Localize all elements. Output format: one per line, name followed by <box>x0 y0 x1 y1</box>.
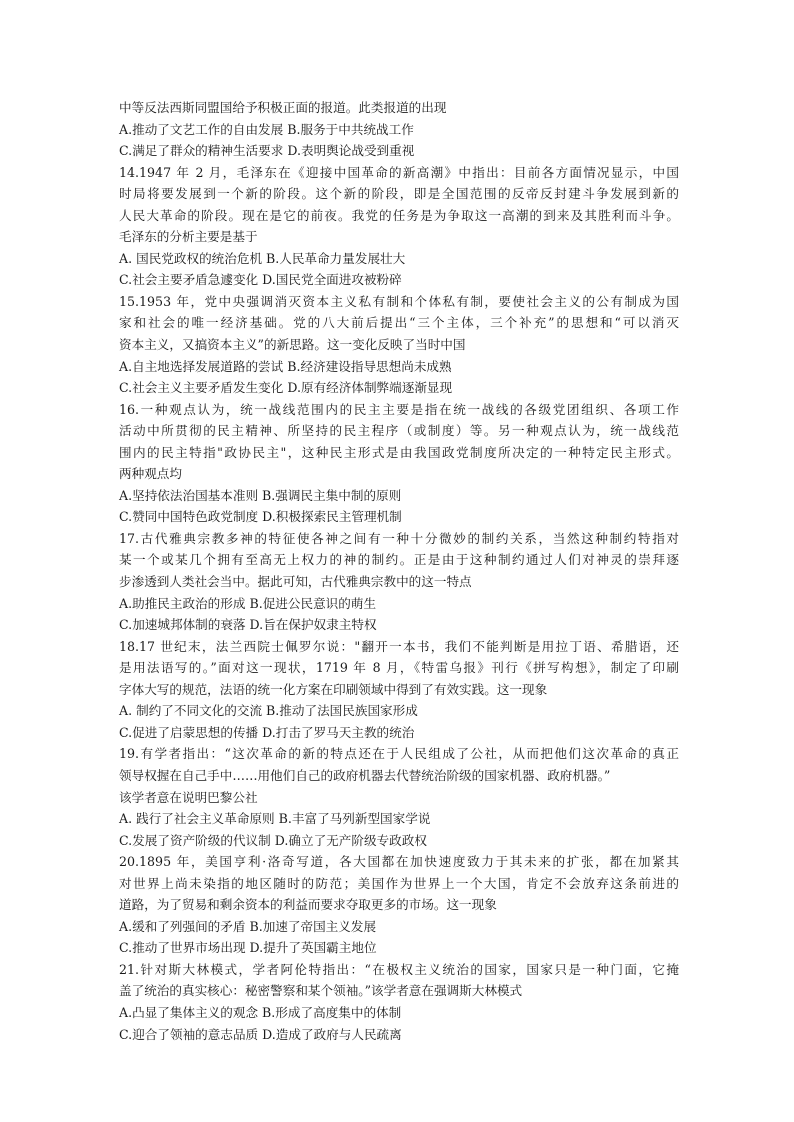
text-line: 字体大写的规范，法语的统一化方案在印刷领域中得到了有效实践。这一现象 <box>119 681 548 697</box>
text-line: 盖了统治的真实核心：秘密警察和某个领袖。”该学者意在强调斯大林模式 <box>119 983 523 999</box>
option-line: A.坚持依法治国基本准则 B.强调民主集中制的原则 <box>119 487 402 503</box>
text-line: 某一个或某几个拥有至高无上权力的神的制约。正是由于这种制约通过人们对神灵的崇拜逐 <box>119 552 679 568</box>
question-16-stem: 16.一种观点认为，统一战线范围内的民主主要是指在统一战线的各级党团组织、各项工作 <box>119 401 679 417</box>
document-body <box>119 97 679 1045</box>
question-19-stem: 19.有学者指出：“这次革命的新的特点还在于人民组成了公社，从而把他们这次革命的真正 <box>119 746 679 762</box>
option-line: C.社会主要矛盾急遽变化 D.国民党全面进攻被粉碎 <box>119 272 402 288</box>
text-line: 家和社会的唯一经济基础。党的八大前后提出“三个主体，三个补充”的思想和“可以消灭 <box>119 315 679 331</box>
question-21-stem: 21.针对斯大林模式，学者阿伦特指出：“在极权主义统治的国家，国家只是一种门面，它掩 <box>119 961 679 977</box>
option-line: A.缓和了列强间的矛盾 B.加速了帝国主义发展 <box>119 918 377 934</box>
option-line: A.自主地选择发展道路的尝试 B.经济建设指导思想尚未成熟 <box>119 358 452 374</box>
text-line: 该学者意在说明巴黎公社 <box>119 789 258 805</box>
option-line: C.社会主义主要矛盾发生变化 D.原有经济体制弊端逐渐显现 <box>119 380 453 396</box>
text-line: 道路，为了贸易和剩余资本的利益而要求夺取更多的市场。这一现象 <box>119 897 497 913</box>
option-line: A.凸显了集体主义的观念 B.形成了高度集中的体制 <box>119 1004 402 1020</box>
text-line: 中等反法西斯同盟国给予积极正面的报道。此类报道的出现 <box>119 100 447 115</box>
option-line: A.推动了文艺工作的自由发展 B.服务于中共统战工作 <box>119 121 414 137</box>
question-18-stem: 18.17 世纪末，法兰西院士佩罗尔说："翻开一本书，我们不能判断是用拉丁语、希腊语，还 <box>119 638 679 654</box>
text-line: 两种观点均 <box>119 466 182 482</box>
text-line: 步渗透到人类社会当中。据此可知，古代雅典宗教中的这一特点 <box>119 574 472 590</box>
question-20-stem: 20.1895 年，美国亨利·洛奇写道，各大国都在加快速度致力于其未来的扩张，都在加紧其 <box>119 854 679 870</box>
question-15-stem: 15.1953 年，党中央强调消灭资本主义私有制和个体私有制，要使社会主义的公有制成为国 <box>119 293 679 309</box>
option-line: A.助推民主政治的形成 B.促进公民意识的萌生 <box>119 595 377 611</box>
text-line: 毛泽东的分析主要是基于 <box>119 229 258 245</box>
text-line: 活动中所贯彻的民主精神、所坚持的民主程序（或制度）等。另一种观点认为，统一战线范 <box>119 423 679 439</box>
text-line: 时局将要发展到一个新的阶段。这个新的阶段，即是全国范围的反帝反封建斗争发展到新的 <box>119 186 679 202</box>
option-line: C.满足了群众的精神生活要求 D.表明舆论战受到重视 <box>119 143 415 159</box>
option-line: C.促进了启蒙思想的传播 D.打击了罗马天主教的统治 <box>119 724 415 740</box>
text-line: 是用法语写的。”面对这一现状，1719 年 8 月，《特雷乌报》刊行《拼写构想》，制定了印刷 <box>119 660 679 676</box>
option-line: C.加速城邦体制的衰落 D.旨在保护奴隶主特权 <box>119 617 377 633</box>
text-line: 资本主义，又搞资本主义”的新思路。这一变化反映了当时中国 <box>119 337 466 353</box>
option-line: C.赞同中国特色政党制度 D.积极探索民主管理机制 <box>119 509 402 525</box>
option-line: A. 国民党政权的统治危机 B.人民革命力量发展壮大 <box>119 250 406 266</box>
question-17-stem: 17.古代雅典宗教多神的特征使各神之间有一种十分微妙的制约关系，当然这种制约特指对 <box>119 530 679 546</box>
option-line: C.发展了资产阶级的代议制 D.确立了无产阶级专政政权 <box>119 832 427 848</box>
text-line: 围内的民主特指"政协民主"，这种民主形式是由我国政党制度所决定的一种特定民主形式。 <box>119 444 679 460</box>
option-line: C.推动了世界市场出现 D.提升了英国霸主地位 <box>119 940 377 956</box>
option-line: A. 制约了不同文化的交流 B.推动了法国民族国家形成 <box>119 703 418 719</box>
text-line: 领导权握在自己手中……用他们自己的政府机器去代替统治阶级的国家机器、政府机器。” <box>119 767 611 783</box>
text-line: 人民大革命的阶段。现在是它的前夜。我党的任务是为争取这一高潮的到来及其胜利而斗争。 <box>119 207 679 223</box>
text-line: 对世界上尚未染指的地区随时的防范；美国作为世界上一个大国，肯定不会放弃这条前进的 <box>119 875 679 891</box>
question-14-stem: 14.1947 年 2 月，毛泽东在《迎接中国革命的新高潮》中指出：目前各方面情况显示，中国 <box>119 164 679 180</box>
option-line: C.迎合了领袖的意志品质 D.造成了政府与人民疏离 <box>119 1026 402 1042</box>
option-line: A. 践行了社会主义革命原则 B.丰富了马列新型国家学说 <box>119 811 431 827</box>
